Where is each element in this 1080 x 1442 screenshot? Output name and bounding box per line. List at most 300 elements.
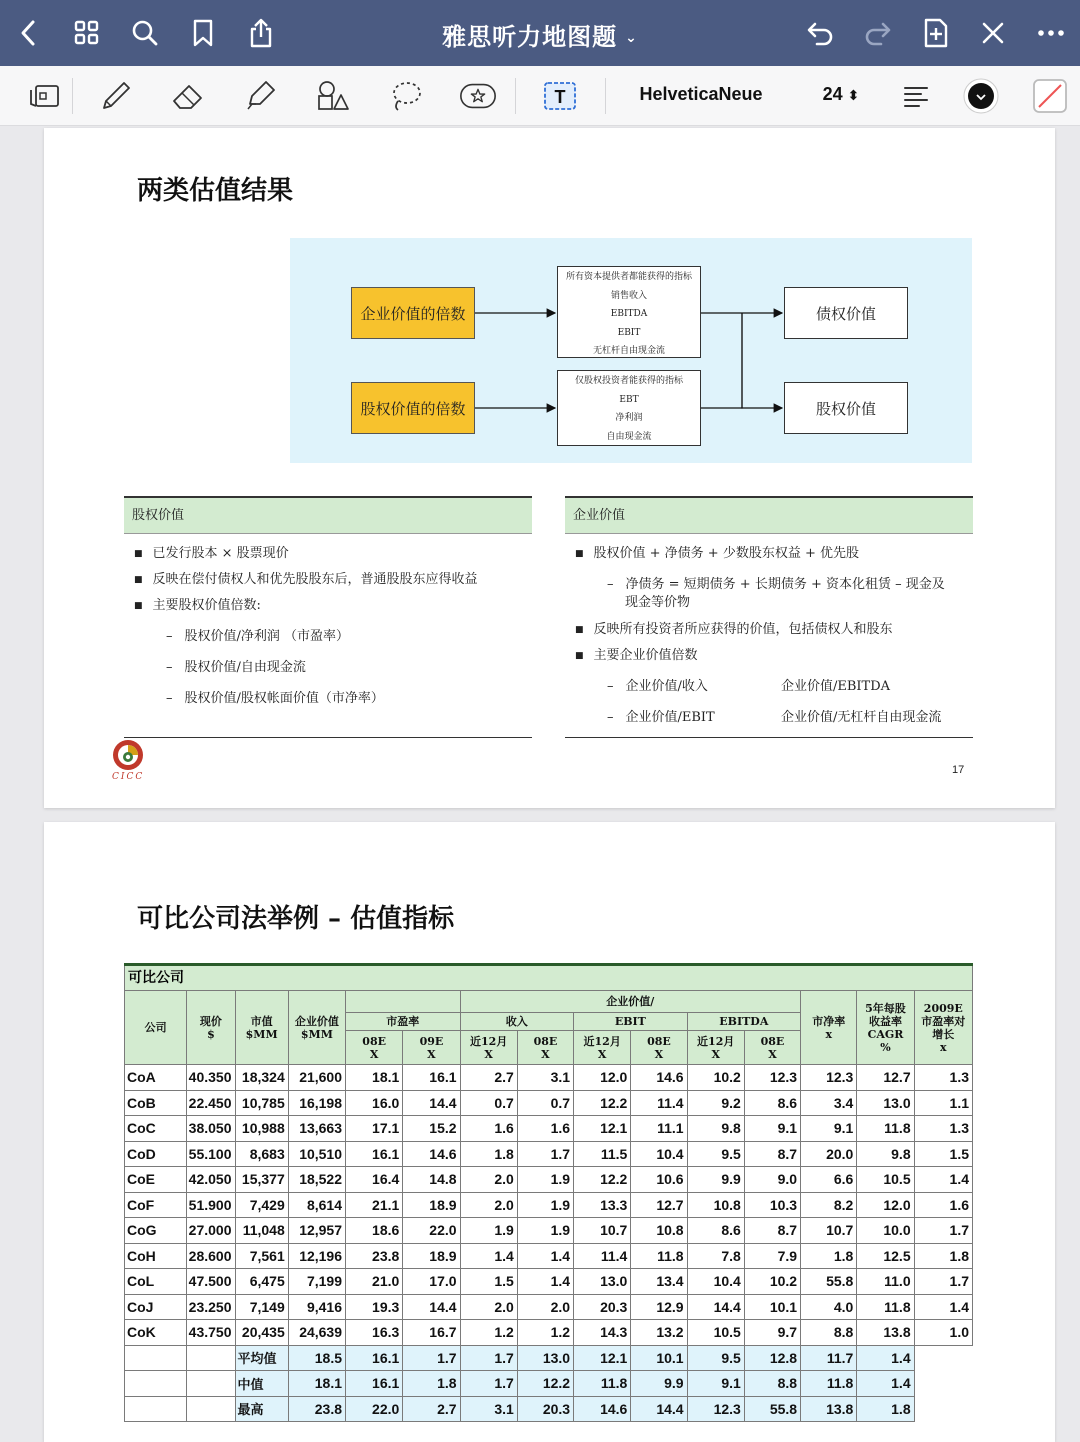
pen-icon[interactable] — [96, 78, 136, 114]
empty-cell — [125, 1371, 187, 1397]
table-cell: 42.050 — [187, 1167, 235, 1193]
table-row — [125, 1116, 973, 1142]
enterprise-bullet-1: ■ 股权价值 + 净债务 + 少数股东权益 + 优先股 — [575, 542, 859, 561]
table-cell: 16.7 — [403, 1320, 460, 1346]
table-cell: 1.9 — [460, 1218, 517, 1244]
table-row — [125, 1218, 973, 1244]
table-cell: 10.5 — [857, 1167, 914, 1193]
table-cell: 28.600 — [187, 1243, 235, 1269]
table-cell: 1.8 — [403, 1371, 460, 1397]
table-cell: 55.100 — [187, 1141, 235, 1167]
company-cell: CoJ — [125, 1294, 187, 1320]
table-cell: 12.1 — [574, 1345, 631, 1371]
table-cell: 16.1 — [403, 1065, 460, 1091]
col-sub-header: 近12月 X — [460, 1031, 517, 1065]
table-cell: 9.8 — [687, 1116, 744, 1142]
table-cell: 8,614 — [288, 1192, 345, 1218]
col-peg: 2009E 市盈率对 增长 x — [914, 991, 972, 1065]
col-mktcap: 市值 $MM — [235, 991, 288, 1065]
cicc-logo — [110, 738, 146, 784]
table-cell: 18.5 — [288, 1345, 345, 1371]
table-cell: 9.1 — [801, 1116, 857, 1142]
table-cell: 1.4 — [460, 1243, 517, 1269]
summary-row — [125, 1371, 973, 1397]
table-cell: 10.8 — [631, 1218, 687, 1244]
table-cell: 11.4 — [574, 1243, 631, 1269]
table-cell: 20.0 — [801, 1141, 857, 1167]
table-cell: 1.9 — [517, 1192, 573, 1218]
table-cell: 1.0 — [914, 1320, 972, 1346]
empty-cell — [187, 1396, 235, 1422]
shapes-icon[interactable] — [313, 78, 353, 114]
table-cell: 16.1 — [346, 1345, 403, 1371]
table-cell: 8.8 — [801, 1320, 857, 1346]
col-ev: 企业价值 $MM — [288, 991, 345, 1065]
table-cell: 1.7 — [914, 1269, 972, 1295]
nav-bar — [0, 0, 1080, 66]
table-cell: 8.2 — [801, 1192, 857, 1218]
table-cell: 10.3 — [744, 1192, 800, 1218]
table-cell: 10.6 — [631, 1167, 687, 1193]
table-cell: 12.2 — [517, 1371, 573, 1397]
table-cell: 1.4 — [517, 1243, 573, 1269]
table-cell: 14.4 — [631, 1396, 687, 1422]
table-cell: 11.8 — [857, 1294, 914, 1320]
undo-icon[interactable] — [802, 15, 838, 51]
equity-sub-1: – 股权价值/净利润 （市盈率） — [166, 625, 349, 644]
table-cell: 11.0 — [857, 1269, 914, 1295]
col-pb: 市净率 x — [801, 991, 857, 1065]
table-cell: 8,683 — [235, 1141, 288, 1167]
table-cell: 3.4 — [801, 1090, 857, 1116]
summary-row — [125, 1345, 973, 1371]
table-cell: 13.8 — [801, 1396, 857, 1422]
cicc-logo-text: CICC — [112, 772, 145, 782]
sticker-icon[interactable] — [458, 78, 498, 114]
table-cell: 1.8 — [801, 1243, 857, 1269]
table-cell: 9.5 — [687, 1141, 744, 1167]
table-cell: 10.4 — [687, 1269, 744, 1295]
table-cell: 8.6 — [744, 1090, 800, 1116]
table-cell: 14.6 — [631, 1065, 687, 1091]
table-row — [125, 1167, 973, 1193]
valuation-diagram — [290, 238, 972, 463]
table-cell: 2.7 — [403, 1396, 460, 1422]
table-cell: 11.8 — [631, 1243, 687, 1269]
table-cell: 21.1 — [346, 1192, 403, 1218]
table-cell: 1.7 — [460, 1345, 517, 1371]
empty-cell — [125, 1396, 187, 1422]
table-cell: 43.750 — [187, 1320, 235, 1346]
col-sub-header: 近12月 X — [687, 1031, 744, 1065]
table-cell: 21.0 — [346, 1269, 403, 1295]
font-size-selector[interactable]: 24 ⬍ — [822, 84, 860, 104]
table-row — [125, 1294, 973, 1320]
table-cell: 1.4 — [914, 1294, 972, 1320]
table-cell: 1.9 — [517, 1218, 573, 1244]
table-cell: 12.3 — [744, 1065, 800, 1091]
table-cell: 10.2 — [744, 1269, 800, 1295]
table-cell: 10.8 — [687, 1192, 744, 1218]
col-group-revenue: 收入 — [460, 1013, 574, 1031]
table-cell: 1.6 — [517, 1116, 573, 1142]
table-cell: 10,785 — [235, 1090, 288, 1116]
table-cell: 51.900 — [187, 1192, 235, 1218]
equity-bullet-3: ■ 主要股权价值倍数: — [134, 594, 261, 613]
table-cell: 12.0 — [857, 1192, 914, 1218]
col-eps-cagr: 5年每股 收益率 CAGR % — [857, 991, 914, 1065]
table-cell: 18,324 — [235, 1065, 288, 1091]
table-cell: 20.3 — [574, 1294, 631, 1320]
table-cell: 13.8 — [857, 1320, 914, 1346]
stepper-chevron-icon: ⬍ — [847, 87, 860, 103]
table-group-title: 可比公司 — [124, 966, 973, 990]
col-sub-header: 08E X — [346, 1031, 403, 1065]
enterprise-multiple-box: 企业价值的倍数 — [351, 287, 475, 339]
equity-sub-3: – 股权价值/股权帐面价值（市净率） — [166, 687, 384, 706]
company-cell: CoD — [125, 1141, 187, 1167]
table-cell: 1.8 — [857, 1396, 914, 1422]
document-page-18 — [44, 822, 1055, 1442]
table-cell: 1.6 — [914, 1192, 972, 1218]
table-cell: 10,988 — [235, 1116, 288, 1142]
table-cell: 18.1 — [288, 1371, 345, 1397]
table-cell: 7,199 — [288, 1269, 345, 1295]
equity-value-header: 股权价值 — [124, 498, 532, 534]
table-cell: 18.1 — [346, 1065, 403, 1091]
col-sub-header: 08E X — [631, 1031, 687, 1065]
debt-value-box: 债权价值 — [784, 287, 908, 339]
col-price: 现价 $ — [187, 991, 235, 1065]
table-cell: 16,198 — [288, 1090, 345, 1116]
table-cell: 12.1 — [574, 1116, 631, 1142]
table-cell: 7.8 — [687, 1243, 744, 1269]
table-cell: 38.050 — [187, 1116, 235, 1142]
table-cell: 16.4 — [346, 1167, 403, 1193]
col-group-ev: 企业价值/ — [460, 991, 801, 1013]
table-cell: 7,429 — [235, 1192, 288, 1218]
table-cell: 1.4 — [914, 1167, 972, 1193]
table-cell: 1.9 — [517, 1167, 573, 1193]
table-cell: 12.3 — [687, 1396, 744, 1422]
equity-multiple-box: 股权价值的倍数 — [351, 382, 475, 434]
table-cell: 20,435 — [235, 1320, 288, 1346]
close-icon[interactable] — [975, 15, 1011, 51]
table-cell: 10.7 — [574, 1218, 631, 1244]
table-cell: 1.7 — [460, 1371, 517, 1397]
summary-label: 最高 — [235, 1396, 288, 1422]
table-cell: 12.8 — [744, 1345, 800, 1371]
table-cell: 1.5 — [460, 1269, 517, 1295]
table-cell: 13.0 — [857, 1090, 914, 1116]
table-cell: 22.0 — [346, 1396, 403, 1422]
document-page-17 — [44, 128, 1055, 808]
table-cell: 10.1 — [631, 1345, 687, 1371]
table-cell: 9.8 — [857, 1141, 914, 1167]
enterprise-sub-1b: 现金等价物 — [625, 595, 691, 610]
table-cell: 7,561 — [235, 1243, 288, 1269]
table-cell: 14.4 — [403, 1090, 460, 1116]
enterprise-value-panel — [565, 496, 973, 738]
table-cell: 1.7 — [517, 1141, 573, 1167]
comparables-table — [124, 963, 973, 1422]
add-page-icon[interactable] — [918, 15, 954, 51]
svg-text:T: T — [554, 87, 566, 107]
enterprise-bullet-2: ■ 反映所有投资者所应获得的价值，包括债权人和股东 — [575, 618, 893, 637]
table-cell: 23.250 — [187, 1294, 235, 1320]
table-row — [125, 1269, 973, 1295]
table-cell: 18.6 — [346, 1218, 403, 1244]
table-cell: 9.0 — [744, 1167, 800, 1193]
summary-label: 中值 — [235, 1371, 288, 1397]
table-cell: 8.6 — [687, 1218, 744, 1244]
table-cell: 13.4 — [631, 1269, 687, 1295]
table-cell: 7.9 — [744, 1243, 800, 1269]
table-cell: 12.9 — [631, 1294, 687, 1320]
table-cell: 0.7 — [460, 1090, 517, 1116]
table-cell: 3.1 — [517, 1065, 573, 1091]
table-cell: 2.7 — [460, 1065, 517, 1091]
table-row — [125, 1192, 973, 1218]
table-cell: 27.000 — [187, 1218, 235, 1244]
table-cell: 15.2 — [403, 1116, 460, 1142]
table-row — [125, 1320, 973, 1346]
table-cell: 18,522 — [288, 1167, 345, 1193]
table-cell: 14.6 — [403, 1141, 460, 1167]
table-cell: 11,048 — [235, 1218, 288, 1244]
document-title[interactable]: 雅思听力地图题 ⌄ — [442, 23, 638, 51]
table-cell: 2.0 — [460, 1167, 517, 1193]
table-cell: 11.1 — [631, 1116, 687, 1142]
table-cell: 12.7 — [857, 1065, 914, 1091]
align-icon[interactable] — [896, 78, 936, 114]
company-cell: CoB — [125, 1090, 187, 1116]
table-cell: 12,196 — [288, 1243, 345, 1269]
table-cell: 14.3 — [574, 1320, 631, 1346]
company-cell: CoA — [125, 1065, 187, 1091]
table-cell: 10.2 — [687, 1065, 744, 1091]
equity-value-box: 股权价值 — [784, 382, 908, 434]
table-cell: 14.6 — [574, 1396, 631, 1422]
table-cell: 10.4 — [631, 1141, 687, 1167]
table-cell: 12.2 — [574, 1167, 631, 1193]
table-cell: 16.0 — [346, 1090, 403, 1116]
table-row — [125, 1141, 973, 1167]
all-capital-metrics-box: 所有资本提供者都能获得的指标 销售收入 EBITDA EBIT 无杠杆自由现金流 — [557, 266, 701, 358]
col-sub-header: 近12月 X — [574, 1031, 631, 1065]
table-cell: 7,149 — [235, 1294, 288, 1320]
enterprise-sub-3-right: 企业价值/无杠杆自由现金流 — [781, 710, 942, 725]
col-group-ebit: EBIT — [574, 1013, 688, 1031]
table-cell: 10,510 — [288, 1141, 345, 1167]
table-cell: 1.4 — [857, 1345, 914, 1371]
company-cell: CoF — [125, 1192, 187, 1218]
table-cell: 3.1 — [460, 1396, 517, 1422]
table-cell: 10.0 — [857, 1218, 914, 1244]
summary-row — [125, 1396, 973, 1422]
table-cell: 1.8 — [914, 1243, 972, 1269]
table-cell: 12,957 — [288, 1218, 345, 1244]
slide-title: 两类估值结果 — [137, 176, 294, 206]
table-cell: 16.3 — [346, 1320, 403, 1346]
table-cell: 24,639 — [288, 1320, 345, 1346]
company-cell: CoG — [125, 1218, 187, 1244]
table-cell: 9.1 — [687, 1371, 744, 1397]
table-cell: 12.7 — [631, 1192, 687, 1218]
table-cell: 8.7 — [744, 1218, 800, 1244]
table-cell: 11.7 — [801, 1345, 857, 1371]
text-tool-icon[interactable] — [540, 78, 580, 114]
table-cell: 12.0 — [574, 1065, 631, 1091]
table-cell: 1.3 — [914, 1116, 972, 1142]
table-cell: 15,377 — [235, 1167, 288, 1193]
table-cell: 55.8 — [744, 1396, 800, 1422]
table-cell: 9.9 — [631, 1371, 687, 1397]
redo-icon[interactable] — [860, 15, 896, 51]
table-cell: 14.4 — [403, 1294, 460, 1320]
table-cell: 13.3 — [574, 1192, 631, 1218]
table-cell: 18.9 — [403, 1243, 460, 1269]
enterprise-sub-3: – 企业价值/EBIT — [607, 706, 715, 725]
table-cell: 1.7 — [914, 1218, 972, 1244]
enterprise-bullet-3: ■ 主要企业价值倍数 — [575, 644, 698, 663]
table-cell: 13,663 — [288, 1116, 345, 1142]
table-cell: 1.7 — [403, 1345, 460, 1371]
page-number: 17 — [952, 764, 965, 776]
table-cell: 23.8 — [346, 1243, 403, 1269]
table-cell: 9.2 — [687, 1090, 744, 1116]
table-cell: 2.0 — [517, 1294, 573, 1320]
table-cell: 21,600 — [288, 1065, 345, 1091]
company-cell: CoE — [125, 1167, 187, 1193]
chevron-down-icon: ⌄ — [625, 30, 638, 46]
table-cell: 0.7 — [517, 1090, 573, 1116]
table-cell: 12.3 — [801, 1065, 857, 1091]
table-cell: 8.7 — [744, 1141, 800, 1167]
table-cell: 19.3 — [346, 1294, 403, 1320]
table-cell: 16.1 — [346, 1371, 403, 1397]
col-company: 公司 — [125, 991, 187, 1065]
table-cell: 13.2 — [631, 1320, 687, 1346]
table-cell: 11.4 — [631, 1090, 687, 1116]
table-cell: 9.7 — [744, 1320, 800, 1346]
empty-cell — [187, 1371, 235, 1397]
table-cell: 22.450 — [187, 1090, 235, 1116]
table-cell: 10.1 — [744, 1294, 800, 1320]
table-cell: 9.1 — [744, 1116, 800, 1142]
table-cell: 1.8 — [460, 1141, 517, 1167]
col-sub-header: 09E X — [403, 1031, 460, 1065]
table-cell: 20.3 — [517, 1396, 573, 1422]
table-cell: 1.3 — [914, 1065, 972, 1091]
equity-value-panel — [124, 496, 532, 738]
table-cell: 1.1 — [914, 1090, 972, 1116]
table-cell: 10.7 — [801, 1218, 857, 1244]
table-cell: 1.2 — [460, 1320, 517, 1346]
company-cell: CoC — [125, 1116, 187, 1142]
table-row — [125, 1090, 973, 1116]
more-icon[interactable] — [1033, 15, 1069, 51]
equity-bullet-2: ■ 反映在偿付债权人和优先股股东后，普通股股东应得收益 — [134, 568, 478, 587]
company-cell: CoL — [125, 1269, 187, 1295]
table-cell: 9.9 — [687, 1167, 744, 1193]
table-cell: 16.1 — [346, 1141, 403, 1167]
table-cell: 4.0 — [801, 1294, 857, 1320]
table-cell: 8.8 — [744, 1371, 800, 1397]
table-cell: 17.0 — [403, 1269, 460, 1295]
table-cell: 14.8 — [403, 1167, 460, 1193]
table-cell: 2.0 — [460, 1192, 517, 1218]
lasso-icon[interactable] — [386, 78, 426, 114]
empty-cell — [187, 1345, 235, 1371]
table-cell: 9.5 — [687, 1345, 744, 1371]
table-cell: 2.0 — [460, 1294, 517, 1320]
table-cell: 1.4 — [517, 1269, 573, 1295]
company-cell: CoH — [125, 1243, 187, 1269]
col-group-ebitda: EBITDA — [687, 1013, 801, 1031]
table-cell: 13.0 — [574, 1269, 631, 1295]
table-cell: 11.8 — [574, 1371, 631, 1397]
equity-sub-2: – 股权价值/自由现金流 — [166, 656, 306, 675]
table-cell: 13.0 — [517, 1345, 573, 1371]
enterprise-value-header: 企业价值 — [565, 498, 973, 534]
enterprise-sub-2-right: 企业价值/EBITDA — [781, 679, 891, 694]
font-family-selector[interactable]: HelveticaNeue — [639, 84, 763, 104]
table-cell: 17.1 — [346, 1116, 403, 1142]
table-cell: 55.8 — [801, 1269, 857, 1295]
table-cell: 6.6 — [801, 1167, 857, 1193]
color-icon[interactable] — [961, 78, 1001, 114]
table-cell: 1.4 — [857, 1371, 914, 1397]
eraser-icon[interactable] — [168, 78, 208, 114]
table-cell: 47.500 — [187, 1269, 235, 1295]
equity-only-metrics-box: 仅股权投资者能获得的指标 EBT 净利润 自由现金流 — [557, 370, 701, 446]
table-cell: 10.5 — [687, 1320, 744, 1346]
table-cell: 11.8 — [857, 1116, 914, 1142]
fill-icon[interactable] — [1030, 78, 1070, 114]
table-row — [125, 1065, 973, 1091]
table-row — [125, 1243, 973, 1269]
table-cell: 22.0 — [403, 1218, 460, 1244]
table-cell: 6,475 — [235, 1269, 288, 1295]
col-group-pe: 市盈率 — [346, 1013, 461, 1031]
enterprise-sub-1a: – 净债务 = 短期债务 + 长期债务 + 资本化租赁 – 现金及 — [607, 573, 945, 592]
table-cell: 18.9 — [403, 1192, 460, 1218]
col-sub-header: 08E X — [517, 1031, 573, 1065]
table-cell: 23.8 — [288, 1396, 345, 1422]
empty-cell — [125, 1345, 187, 1371]
slide-title-2: 可比公司法举例 – 估值指标 — [137, 904, 455, 934]
equity-bullet-1: ■ 已发行股本 × 股票现价 — [134, 542, 289, 561]
table-cell: 14.4 — [687, 1294, 744, 1320]
table-cell: 9,416 — [288, 1294, 345, 1320]
table-cell: 1.5 — [914, 1141, 972, 1167]
table-cell: 11.8 — [801, 1371, 857, 1397]
sidebar-icon[interactable] — [24, 78, 64, 114]
table-cell: 12.5 — [857, 1243, 914, 1269]
table-cell: 40.350 — [187, 1065, 235, 1091]
table-cell: 12.2 — [574, 1090, 631, 1116]
table-cell: 1.2 — [517, 1320, 573, 1346]
summary-label: 平均值 — [235, 1345, 288, 1371]
editing-toolbar — [0, 66, 1080, 126]
table-cell: 11.5 — [574, 1141, 631, 1167]
col-sub-header: 08E X — [744, 1031, 800, 1065]
enterprise-sub-2: – 企业价值/收入 — [607, 675, 708, 694]
table-cell: 1.6 — [460, 1116, 517, 1142]
company-cell: CoK — [125, 1320, 187, 1346]
highlighter-icon[interactable] — [240, 78, 280, 114]
